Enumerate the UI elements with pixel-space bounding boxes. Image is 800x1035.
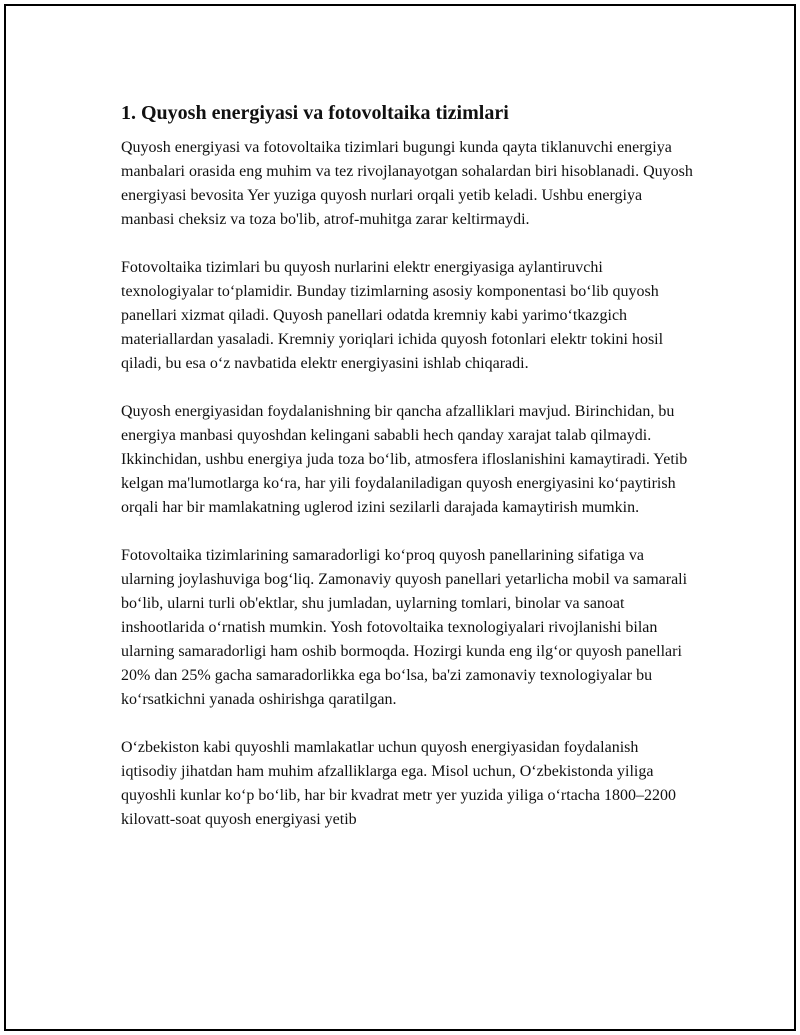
- document-body: [121, 100, 696, 856]
- document-page: [4, 4, 796, 1031]
- paragraph-photovoltaic-systems: Fotovoltaika tizimlari bu quyosh nurlarini elektr energiyasiga aylantiruvchi texnologiyalar to‘plamidir. Bunday tizimlarning asosiy komponentasi bo‘lib quyosh panellari xizmat qiladi. Quyosh panellari odatda kremniy kabi yarimo‘tkazgich materiallardan yasaladi. Kremniy yoriqlari ichida quyosh fotonlari elektr tokini hosil qiladi, bu esa o‘z navbatida elektr energiyasini ishlab chiqaradi.: [121, 259, 664, 372]
- paragraph-uzbekistan: O‘zbekiston kabi quyoshli mamlakatlar uchun quyosh energiyasidan foydalanish iqtisodiy jihatdan ham muhim afzalliklarga ega. Misol uchun, O‘zbekistonda yiliga quyoshli kunlar ko‘p bo‘lib, har bir kvadrat metr yer yuzida yiliga o‘rtacha 1800–2200 kilovatt-soat quyosh energiyasi yetib: [121, 739, 676, 828]
- paragraph-efficiency: Fotovoltaika tizimlarining samaradorligi ko‘proq quyosh panellarining sifatiga va ularning joylashuviga bog‘liq. Zamonaviy quyosh panellari yetarlicha mobil va samarali bo‘lib, ularni turli ob'ektlar, shu jumladan, uylarning tomlari, binolar va sanoat inshootlarida o‘rnatish mumkin. Yosh fotovoltaika texnologiyalari rivojlanishi bilan ularning samaradorligi ham oshib bormoqda. Hozirgi kunda eng ilg‘or quyosh panellari 20% dan 25% gacha samaradorlikka ega bo‘lsa, ba'zi zamonaviy texnologiyalar bu ko‘rsatkichni yanada oshirishga qaratilgan.: [121, 547, 688, 708]
- paragraph-advantages: Quyosh energiyasidan foydalanishning bir qancha afzalliklari mavjud. Birinchidan, bu energiya manbasi quyoshdan kelingani sababli hech qanday xarajat talab qilmaydi. Ikkinchidan, ushbu energiya juda toza bo‘lib, atmosfera ifloslanishini kamaytiradi. Yetib kelgan ma'lumotlarga ko‘ra, har yili foydalaniladigan quyosh energiyasini ko‘paytirish orqali har bir mamlakatning uglerod izini sezilarli darajada kamaytirish mumkin.: [121, 403, 688, 516]
- section-heading: 1. Quyosh energiyasi va fotovoltaika tizimlari: [121, 102, 509, 124]
- paragraph-intro: Quyosh energiyasi va fotovoltaika tizimlari bugungi kunda qayta tiklanuvchi energiya manbalari orasida eng muhim va tez rivojlanayotgan sohalardan biri hisoblanadi. Quyosh energiyasi bevosita Yer yuziga quyosh nurlari orqali yetib keladi. Ushbu energiya manbasi cheksiz va toza bo'lib, atrof-muhitga zarar keltirmaydi.: [121, 139, 693, 228]
